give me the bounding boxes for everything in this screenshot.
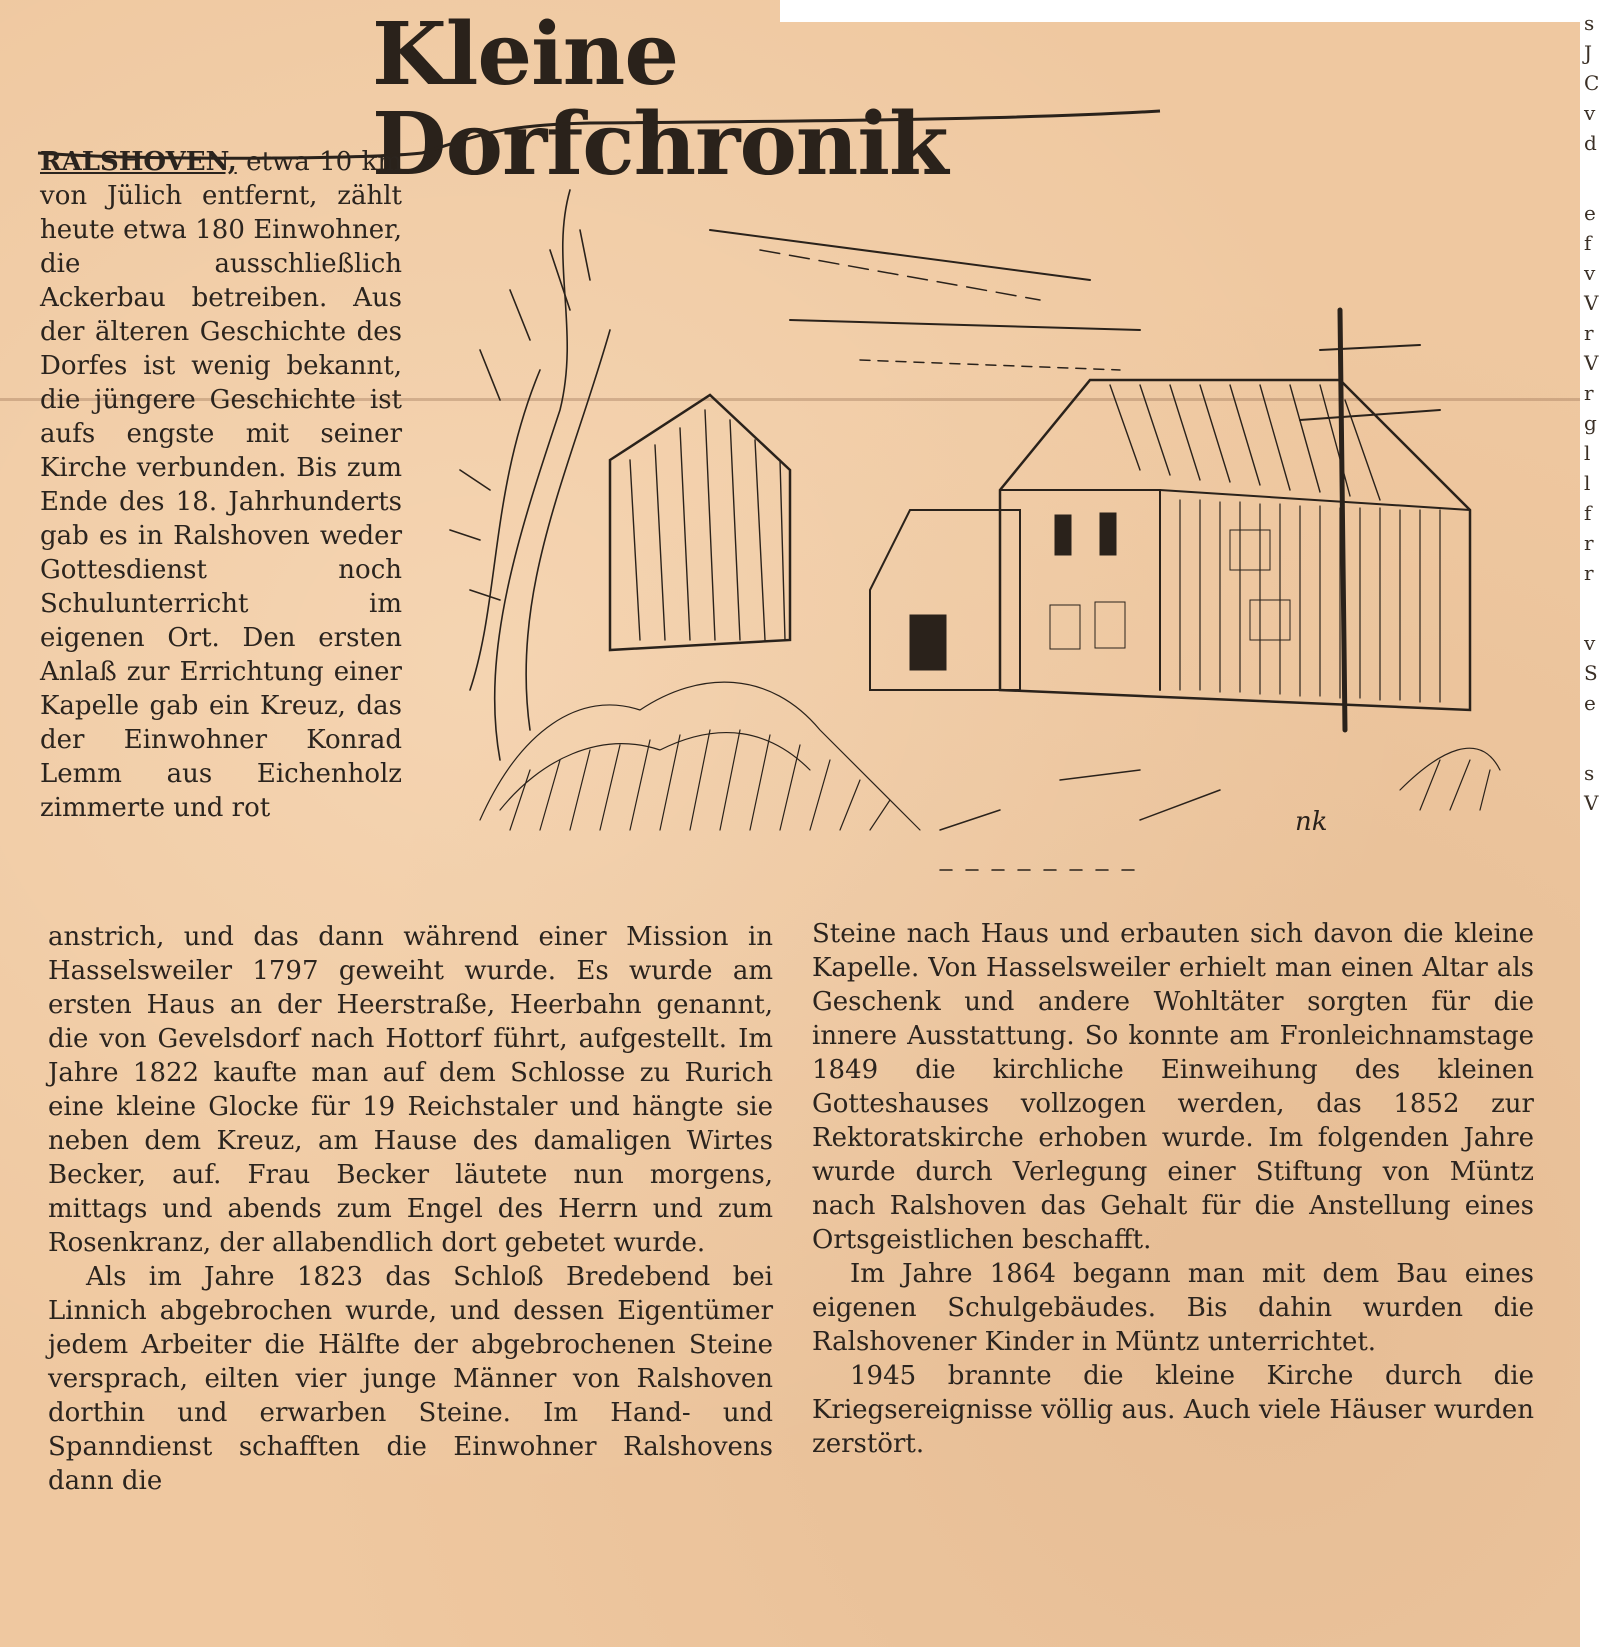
article-paragraph: Als im Jahre 1823 das Schloß Bredebend bei Linnich abgebrochen wurde, und dessen Eigentümer jedem Arbeiter die Hälfte der abgebrochenen Steine versprach, eilten vier junge Männer von Ralshoven dorthin und erwarben Steine. Im Hand- und Spanndienst schafften die Einwohner Ralshovens dann die (48, 1262, 773, 1496)
edge-letter: J (1584, 41, 1593, 65)
article-column-middle (48, 920, 773, 1498)
edge-letter: r (1584, 561, 1594, 585)
dateline: RALSHOVEN, (40, 147, 237, 177)
article-paragraph: Steine nach Haus und erbauten sich davon die kleine Kapelle. Von Hasselsweiler erhielt man einen Altar als Geschenk und andere Wohltäter sorgten für die innere Ausstattung. So konnte am Fronleichnamstage 1849 die kirchliche Einweihung des kleinen Gotteshauses vollzogen werden, das 1852 zur Rektoratskirche erhoben wurde. Im folgenden Jahre wurde durch Verlegung einer Stiftung von Müntz nach Ralshoven das Gehalt für die Anstellung eines Ortsgeistlichen beschafft. (812, 919, 1534, 1255)
edge-letter: s (1584, 761, 1595, 785)
edge-letter: S (1584, 661, 1598, 685)
article-paragraph: Im Jahre 1864 begann man mit dem Bau eines eigenen Schulgebäudes. Bis dahin wurden die Ralshovener Kinder in Müntz unterrichtet. (812, 1259, 1534, 1357)
edge-letter: l (1584, 471, 1591, 495)
edge-letter: r (1584, 531, 1594, 555)
edge-letter: d (1584, 131, 1597, 155)
edge-letter: e (1584, 691, 1596, 715)
edge-letter: r (1584, 381, 1594, 405)
edge-letter: V (1584, 791, 1599, 815)
edge-letter: e (1584, 201, 1596, 225)
edge-letter: V (1584, 351, 1599, 375)
article-paragraph: anstrich, und das dann während einer Mission in Hasselsweiler 1797 geweiht wurde. Es wurde am ersten Haus an der Heerstraße, Heerbahn genannt, die von Gevelsdorf nach Hottorf führt, aufgestellt. Im Jahre 1822 kaufte man auf dem Schlosse zu Rurich eine kleine Glocke für 19 Reichstaler und hängte sie neben dem Kreuz, am Hause des damaligen Wirtes Becker, auf. Frau Becker läutete nun morgens, mittags und abends zum Engel des Herrn und zum Rosenkranz, der allabendlich dort gebetet wurde. (48, 922, 773, 1258)
village-church-illustration (440, 170, 1520, 890)
article-paragraph: 1945 brannte die kleine Kirche durch die Kriegsereignisse völlig aus. Auch viele Häuser wurden zerstört. (812, 1361, 1534, 1459)
edge-letter: s (1584, 11, 1595, 35)
edge-letter: g (1584, 411, 1597, 435)
adjacent-column-fragments (1584, 8, 1600, 818)
edge-letter: C (1584, 71, 1600, 95)
article-text-intro: etwa 10 km von Jülich entfernt, zählt heute etwa 180 Einwohner, die ausschließlich Ackerbau betreiben. Aus der älteren Geschichte des Dorfes ist wenig bekannt, die jüngere Geschichte ist aufs engste mit seiner Kirche verbunden. Bis zum Ende des 18. Jahrhunderts gab es in Ralshoven weder Gottesdienst noch Schulunterricht im eigenen Ort. Den ersten Anlaß zur Errichtung einer Kapelle gab ein Kreuz, das der Einwohner Konrad Lemm aus Eichenholz zimmerte und rot (40, 147, 402, 823)
edge-letter: v (1584, 261, 1596, 285)
edge-letter: l (1584, 441, 1591, 465)
article-column-right (812, 917, 1534, 1461)
edge-letter: V (1584, 291, 1599, 315)
article-column-left (40, 145, 402, 825)
edge-letter: f (1584, 501, 1592, 525)
edge-letter: v (1584, 101, 1596, 125)
edge-letter: f (1584, 231, 1592, 255)
edge-letter: v (1584, 631, 1596, 655)
artist-signature: nk (1295, 807, 1328, 837)
edge-letter: r (1584, 321, 1594, 345)
headline: Kleine Dorfchronik (372, 4, 948, 196)
